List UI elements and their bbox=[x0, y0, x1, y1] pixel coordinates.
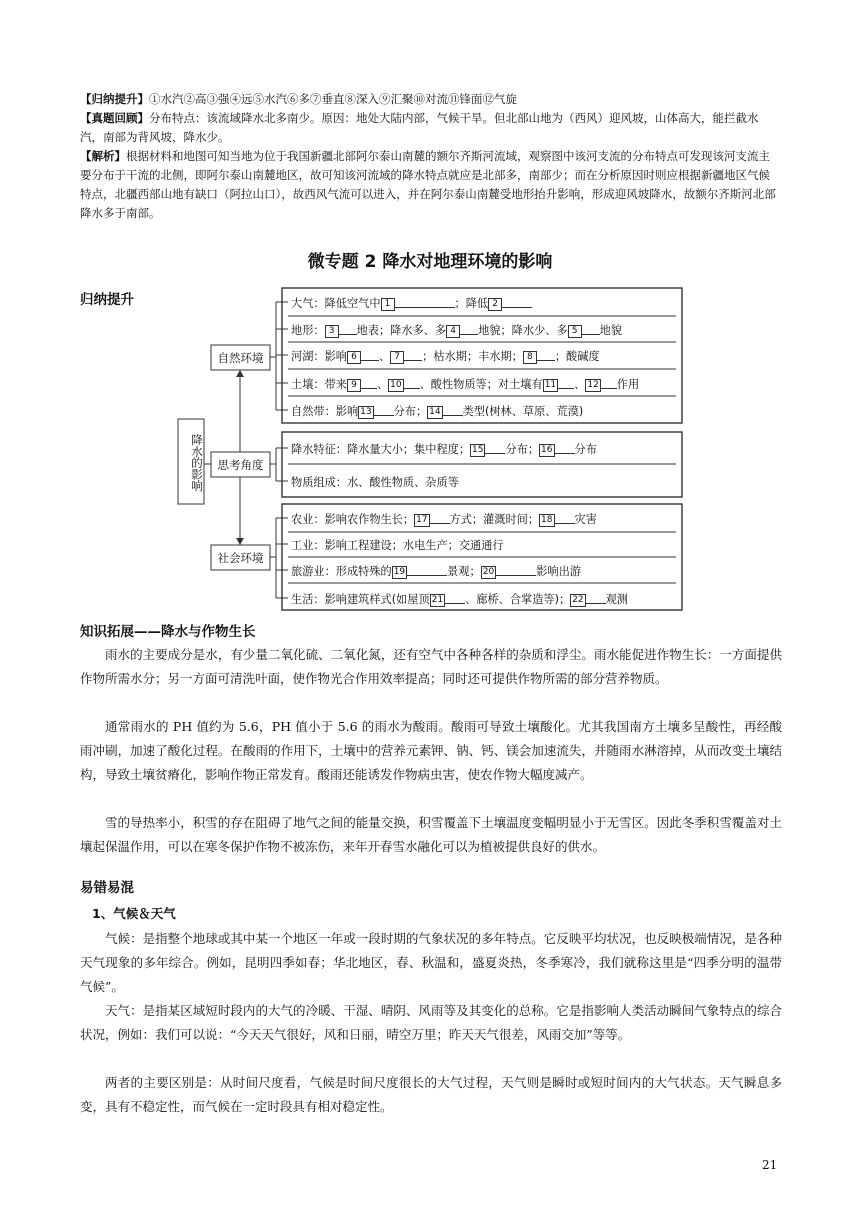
analysis-tag: 【解析】 bbox=[80, 149, 126, 163]
blank-number: 20 bbox=[482, 567, 495, 577]
difference-paragraph: 两者的主要区别是：从时间尺度看，气候是时间尺度很长的大气过程，天气则是瞬时或短时间内的大气状态。天气瞬息多变，具有不稳定性，而气候在一定时段具有相对稳定性。 bbox=[80, 1075, 782, 1114]
row-composition: 物质组成：水、酸性物质、杂质等 bbox=[291, 476, 459, 489]
analysis-answer bbox=[80, 147, 780, 223]
review-tag: 【真题回顾】 bbox=[80, 111, 149, 125]
blank-number: 13 bbox=[360, 407, 372, 417]
row-soil: 土壤：带来 9 、 10 、酸性物质等；对土壤有 11 、 12 作用 bbox=[291, 378, 640, 391]
page-number: 21 bbox=[762, 1158, 778, 1172]
blank-number: 9 bbox=[347, 379, 361, 392]
row-tourism: 旅游业：形成特殊的 19 景观； 20 影响出游 bbox=[291, 565, 581, 578]
summary-tag: 【归纳提升】 bbox=[80, 92, 149, 106]
row-landform: 地形： 3 地表；降水多、多 4 地貌；降水少、多 5 地貌 bbox=[291, 324, 622, 337]
blank-number: 22 bbox=[572, 595, 584, 605]
top-notes bbox=[80, 90, 780, 223]
extension-paragraph-2: 通常雨水的 PH 值约为 5.6，PH 值小于 5.6 的雨水为酸雨。酸雨可导致土壤酸化。尤其我国南方土壤多呈酸性，再经酸雨冲刷，加速了酸化过程。在酸雨的作用下，土壤中的营养元素钾、钠、钙、镁会加速流失，并随雨水淋溶掉，从而改变土壤结构，导致土壤贫瘠化，影响作物正常发育。酸雨还能诱发作物病虫害，使农作物大幅度减产。 bbox=[80, 719, 782, 782]
blank-number: 4 bbox=[446, 325, 460, 338]
blank-number: 16 bbox=[541, 445, 553, 455]
blank-number: 12 bbox=[587, 380, 599, 390]
node-thinking-angle: 思考角度 bbox=[217, 458, 264, 472]
blank-number: 2 bbox=[488, 298, 502, 311]
node-social-env: 社会环境 bbox=[217, 551, 264, 565]
subheading-climate-weather: 1、气候＆天气 bbox=[92, 906, 176, 921]
section-title: 微专题 2 降水对地理环境的影响 bbox=[307, 252, 553, 272]
heading-summary: 归纳提升 bbox=[80, 292, 134, 308]
blank-number: 3 bbox=[325, 325, 339, 338]
blank-number: 14 bbox=[429, 407, 441, 417]
row-precip-features: 降水特征：降水量大小；集中程度； 15 分布； 16 分布 bbox=[291, 443, 597, 456]
blank-number: 6 bbox=[347, 351, 361, 364]
heading-mistakes: 易错易混 bbox=[80, 880, 134, 896]
row-natural-zone: 自然带：影响 13 分布； 14 类型(树林、草原、荒漠) bbox=[291, 405, 584, 418]
heading-extension: 知识拓展——降水与作物生长 bbox=[80, 624, 256, 640]
row-industry: 工业：影响工程建设；水电生产；交通通行 bbox=[291, 539, 504, 552]
row-rivers-lakes: 河湖：影响 6 、 7 ；枯水期；丰水期； 8 ；酸碱度 bbox=[291, 350, 600, 363]
diagram-root-label: 降水的影响 bbox=[190, 434, 204, 492]
summary-answer bbox=[80, 90, 780, 109]
climate-paragraph: 气候：是指整个地球或其中某一个地区一年或一段时期的气象状况的多年特点。它反映平均状况，也反映极端情况，是各种天气现象的多年综合。例如，昆明四季如春；华北地区，春、秋温和，盛夏炎热，冬季寒冷，我们就称这里是“四季分明的温带气候”。 bbox=[80, 931, 782, 994]
blank-number: 8 bbox=[523, 351, 537, 364]
analysis-text: 根据材料和地图可知当地为位于我国新疆北部阿尔泰山南麓的额尔齐斯河流域，观察图中该河支流的分布特点可发现该河支流主要分布于干流的北侧，即阿尔泰山南麓地区，故可知该河流域的降水特点就应是北部多，南部少；而在分析原因时则应根据新疆地区气候特点，北疆西部山地有缺口（阿拉山口），故西风气流可以进入，并在阿尔泰山南麓受地形抬升影响，形成迎风坡降水，故额尔齐斯河北部降水多于南部。 bbox=[80, 149, 776, 220]
blank-number: 21 bbox=[431, 595, 444, 605]
row-agriculture: 农业：影响农作物生长； 17 方式；灌溉时间； 18 灾害 bbox=[291, 513, 597, 526]
blank-number: 17 bbox=[416, 515, 428, 525]
node-natural-env: 自然环境 bbox=[217, 351, 264, 365]
blank-number: 1 bbox=[381, 298, 395, 311]
blank-number: 18 bbox=[541, 515, 553, 525]
weather-paragraph: 天气：是指某区域短时段内的大气的冷暖、干湿、晴阴、风雨等及其变化的总称。它是指影响人类活动瞬间气象特点的综合状况，例如：我们可以说：“今天天气很好，风和日丽，晴空万里；昨天天气很差，风雨交加”等等。 bbox=[80, 1003, 782, 1042]
row-atmosphere: 大气：降低空气中 1 ；降低 2 bbox=[291, 295, 532, 311]
blank-number: 10 bbox=[390, 380, 402, 390]
review-text: 分布特点：该流域降水北多南少。原因：地处大陆内部，气候干旱。但北部山地为（西风）迎风坡，山体高大，能拦截水汽，南部为背风坡，降水少。 bbox=[80, 111, 759, 144]
blank-number: 5 bbox=[568, 325, 582, 338]
blank-number: 11 bbox=[544, 380, 557, 390]
blank-number: 19 bbox=[393, 567, 406, 577]
blank-number: 7 bbox=[390, 351, 404, 364]
blank-number: 15 bbox=[472, 445, 484, 455]
row-life: 生活：影响建筑样式(如屋顶 21 、廊桥、合掌造等)； 22 观测 bbox=[291, 593, 628, 606]
review-answer bbox=[80, 109, 780, 147]
extension-paragraph-3: 雪的导热率小，积雪的存在阻碍了地气之间的能量交换，积雪覆盖下土壤温度变幅明显小于无雪区。因此冬季积雪覆盖对土壤起保温作用，可以在寒冬保护作物不被冻伤，来年开春雪水融化可以为植被提供良好的供水。 bbox=[80, 815, 782, 854]
summary-text: ①水汽②高③强④远⑤水汽⑥多⑦垂直⑧深入⑨汇聚⑩对流⑪锋面⑫气旋 bbox=[149, 92, 517, 106]
extension-paragraph-1: 雨水的主要成分是水，有少量二氧化硫、二氧化氮，还有空气中各种各样的杂质和浮尘。雨水能促进作物生长：一方面提供作物所需水分；另一方面可清洗叶面，使作物光合作用效率提高；同时还可提供作物所需的部分营养物质。 bbox=[80, 647, 782, 686]
